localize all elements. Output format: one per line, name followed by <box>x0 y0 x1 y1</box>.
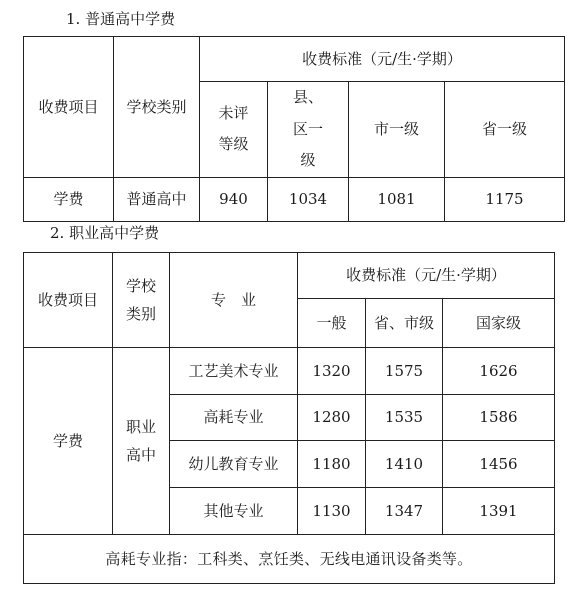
header-unrated <box>200 82 268 178</box>
cell-value: 1347 <box>366 488 443 535</box>
header-fee-item: 收费项目 <box>24 253 113 348</box>
vocational-high-school-fee-table <box>23 252 555 584</box>
cell-value: 1320 <box>298 348 366 395</box>
header-unrated-label: 未评等级 <box>218 103 249 154</box>
cell-major: 高耗专业 <box>170 395 298 441</box>
header-fee-standard: 收费标准（元/生·学期） <box>298 253 555 299</box>
header-general: 一般 <box>298 299 366 348</box>
header-fee-item: 收费项目 <box>24 37 114 178</box>
header-major: 专 业 <box>170 253 298 348</box>
cell-value: 1456 <box>443 441 555 488</box>
section2-heading: 2. 职业高中学费 <box>50 224 160 242</box>
table-row <box>24 177 565 221</box>
cell-major: 幼儿教育专业 <box>170 441 298 488</box>
cell-value: 1391 <box>443 488 555 535</box>
header-province-city-level: 省、市级 <box>366 299 443 348</box>
cell-value: 1180 <box>298 441 366 488</box>
section1-heading: 1. 普通高中学费 <box>66 10 176 28</box>
cell-value: 1280 <box>298 395 366 441</box>
cell-value: 1626 <box>443 348 555 395</box>
header-school-type <box>113 253 170 348</box>
cell-value: 1575 <box>366 348 443 395</box>
table-row <box>24 348 555 395</box>
cell-value: 1586 <box>443 395 555 441</box>
cell-fee-item: 学费 <box>24 177 114 221</box>
header-county-level-label: 县、区一级 <box>292 88 323 169</box>
header-school-type: 学校类别 <box>114 37 200 178</box>
cell-value: 1081 <box>349 177 445 221</box>
cell-value: 940 <box>200 177 268 221</box>
header-province-level: 省一级 <box>445 82 565 178</box>
cell-value: 1535 <box>366 395 443 441</box>
cell-major: 工艺美术专业 <box>170 348 298 395</box>
cell-school-type: 普通高中 <box>114 177 200 221</box>
cell-fee-item: 学费 <box>24 348 113 535</box>
cell-major: 其他专业 <box>170 488 298 535</box>
cell-value: 1130 <box>298 488 366 535</box>
cell-value: 1175 <box>445 177 565 221</box>
header-fee-standard: 收费标准（元/生·学期） <box>200 37 565 82</box>
cell-school-type-label: 职业高中 <box>125 417 156 464</box>
general-high-school-fee-table <box>23 36 565 222</box>
header-county-level <box>268 82 349 178</box>
header-city-level: 市一级 <box>349 82 445 178</box>
table-note: 高耗专业指：工科类、烹饪类、无线电通讯设备类等。 <box>24 535 555 584</box>
table-row <box>24 535 555 584</box>
header-school-type-label: 学校类别 <box>125 276 156 323</box>
cell-school-type <box>113 348 170 535</box>
cell-value: 1410 <box>366 441 443 488</box>
header-national-level: 国家级 <box>443 299 555 348</box>
cell-value: 1034 <box>268 177 349 221</box>
